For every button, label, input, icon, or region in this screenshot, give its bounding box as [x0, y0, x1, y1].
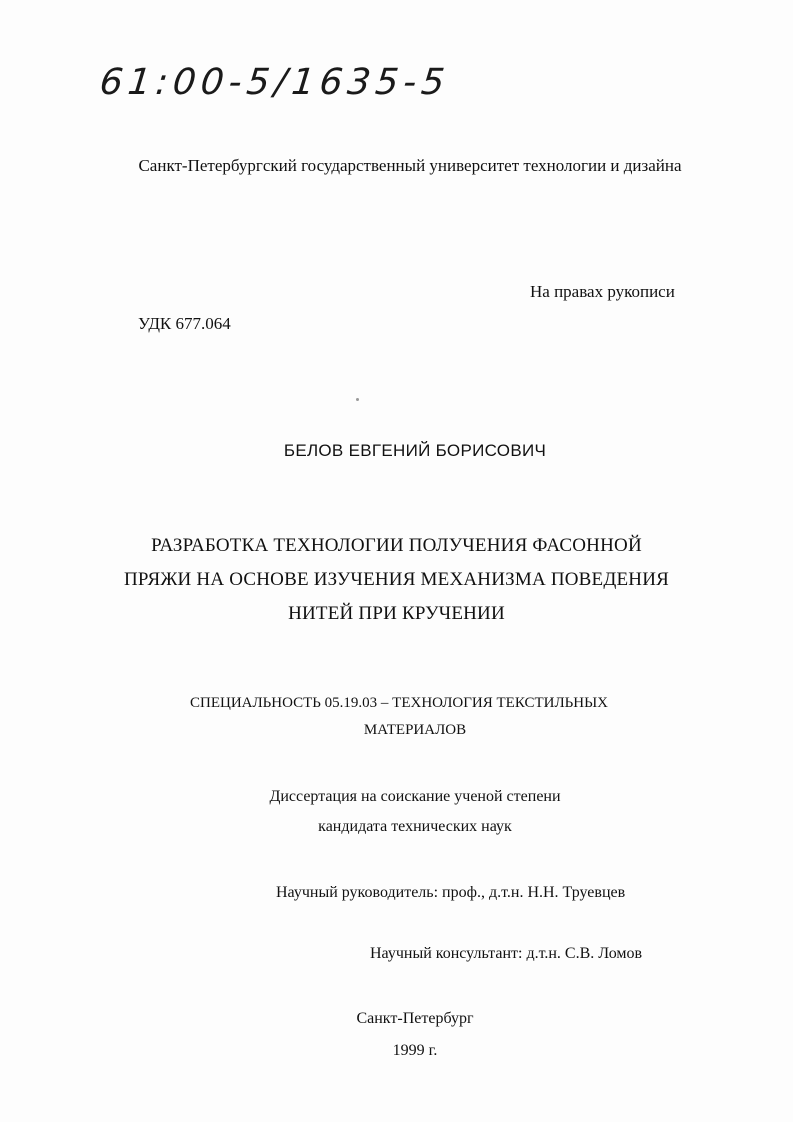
handwritten-catalog-code: 61:00-5/1635-5 [97, 62, 452, 103]
title-line-2: ПРЯЖИ НА ОСНОВЕ ИЗУЧЕНИЯ МЕХАНИЗМА ПОВЕДЕНИЯ [123, 569, 670, 590]
institution-name: Санкт-Петербургский государственный университет технологии и дизайна [138, 156, 682, 175]
specialty-line-2: МАТЕРИАЛОВ [363, 722, 467, 738]
year: 1999 г. [392, 1042, 438, 1059]
city: Санкт-Петербург [356, 1010, 474, 1027]
rights-note: На правах рукописи [530, 282, 675, 301]
udk-code: УДК 677.064 [138, 314, 231, 333]
dissertation-line-1: Диссертация на соискание ученой степени [269, 788, 561, 805]
author-name: БЕЛОВ ЕВГЕНИЙ БОРИСОВИЧ [283, 441, 547, 460]
scientific-supervisor: Научный руководитель: проф., д.т.н. Н.Н. Труевцев [276, 884, 626, 901]
scientific-consultant: Научный консультант: д.т.н. С.В. Ломов [370, 945, 643, 962]
scan-speck [356, 398, 359, 401]
title-line-1: РАЗРАБОТКА ТЕХНОЛОГИИ ПОЛУЧЕНИЯ ФАСОННОЙ [151, 535, 642, 556]
specialty-line-1: СПЕЦИАЛЬНОСТЬ 05.19.03 – ТЕХНОЛОГИЯ ТЕКСТИЛЬНЫХ [190, 695, 608, 711]
dissertation-line-2: кандидата технических наук [318, 818, 512, 835]
title-line-3: НИТЕЙ ПРИ КРУЧЕНИИ [288, 603, 505, 624]
